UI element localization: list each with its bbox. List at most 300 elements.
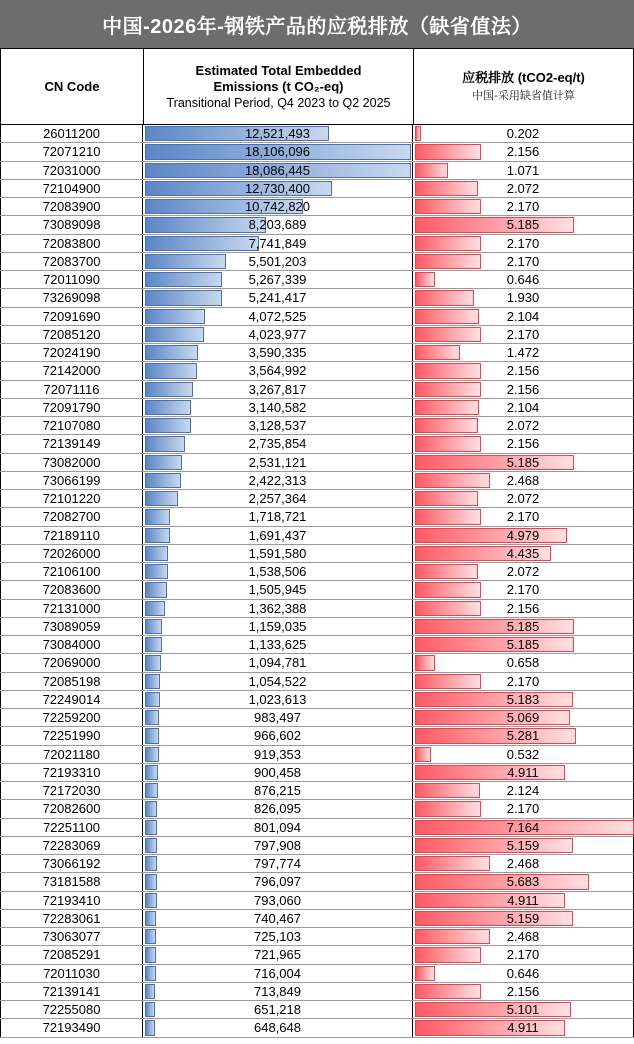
emissions-value: 793,060	[254, 892, 301, 908]
table-row	[0, 381, 634, 399]
header-cn-code	[0, 48, 143, 125]
taxable-value: 2.170	[506, 582, 540, 598]
taxable-cell	[413, 1019, 634, 1036]
emissions-value: 1,691,437	[248, 527, 307, 543]
taxable-cell	[413, 819, 634, 836]
data-table	[0, 125, 634, 1038]
taxable-value: 0.658	[506, 655, 540, 671]
taxable-cell	[413, 618, 634, 635]
table-row	[0, 727, 634, 745]
emissions-cell	[143, 563, 413, 580]
emissions-value: 900,458	[254, 764, 301, 780]
emissions-value: 1,362,388	[248, 600, 307, 616]
table-row	[0, 746, 634, 764]
taxable-cell	[413, 709, 634, 726]
taxable-cell	[413, 855, 634, 872]
taxable-cell	[413, 746, 634, 763]
taxable-value: 5.683	[506, 874, 540, 890]
cn-code-cell: 72069000	[0, 654, 143, 671]
emissions-value: 796,097	[254, 874, 301, 890]
cn-code-cell: 72193410	[0, 892, 143, 909]
cn-code-cell: 72083600	[0, 581, 143, 598]
header-taxable	[413, 48, 634, 125]
taxable-value: 1.930	[506, 290, 540, 306]
emissions-value: 725,103	[254, 929, 301, 944]
taxable-cell	[413, 837, 634, 854]
emissions-cell	[143, 782, 413, 799]
emissions-value: 7,741,849	[248, 235, 307, 251]
table-row	[0, 928, 634, 946]
cn-code-cell: 72251990	[0, 727, 143, 744]
emissions-cell	[143, 198, 413, 215]
taxable-value: 7.164	[506, 819, 540, 835]
cn-code-cell: 72085198	[0, 673, 143, 690]
taxable-value: 5.159	[506, 837, 540, 853]
emissions-value: 5,267,339	[248, 272, 307, 287]
taxable-cell	[413, 600, 634, 617]
taxable-cell	[413, 198, 634, 215]
header-emissions	[143, 48, 413, 125]
taxable-cell	[413, 162, 634, 179]
table-row	[0, 527, 634, 545]
taxable-cell	[413, 308, 634, 325]
emissions-value: 876,215	[254, 783, 301, 798]
table-row	[0, 417, 634, 435]
emissions-cell	[143, 727, 413, 744]
taxable-cell	[413, 125, 634, 142]
taxable-cell	[413, 399, 634, 416]
taxable-value: 2.170	[506, 509, 540, 525]
table-row	[0, 910, 634, 928]
taxable-value: 2.170	[506, 199, 540, 214]
emissions-value: 648,648	[254, 1020, 301, 1036]
cn-code-cell: 72026000	[0, 545, 143, 562]
table-row	[0, 198, 634, 216]
taxable-value: 2.468	[506, 472, 540, 488]
cn-code-cell: 73089098	[0, 216, 143, 233]
cn-code-cell: 72251100	[0, 819, 143, 836]
emissions-cell	[143, 362, 413, 379]
emissions-value: 966,602	[254, 728, 301, 744]
taxable-cell	[413, 782, 634, 799]
taxable-value: 2.072	[506, 418, 540, 433]
emissions-cell	[143, 289, 413, 306]
taxable-value: 5.185	[506, 454, 540, 470]
emissions-value: 721,965	[254, 947, 301, 963]
taxable-value: 4.435	[506, 545, 540, 561]
cn-code-cell: 72082700	[0, 508, 143, 525]
emissions-value: 1,591,580	[248, 545, 307, 561]
emissions-value: 651,218	[254, 1002, 301, 1017]
emissions-value: 5,241,417	[248, 290, 307, 306]
cn-code-cell: 72193310	[0, 764, 143, 781]
taxable-cell	[413, 472, 634, 489]
cn-code-cell: 72083800	[0, 235, 143, 252]
table-row	[0, 709, 634, 727]
taxable-value: 2.156	[506, 363, 540, 379]
table-row	[0, 600, 634, 618]
table-row	[0, 782, 634, 800]
table-row	[0, 636, 634, 654]
cn-code-cell: 73082000	[0, 454, 143, 471]
emissions-cell	[143, 873, 413, 890]
emissions-cell	[143, 837, 413, 854]
header-cn-code-label: CN Code	[44, 79, 100, 94]
cn-code-cell: 73089059	[0, 618, 143, 635]
emissions-value: 983,497	[254, 710, 301, 725]
cn-code-cell: 72082600	[0, 800, 143, 817]
emissions-value: 2,257,364	[248, 491, 307, 506]
taxable-value: 2.170	[506, 947, 540, 963]
taxable-cell	[413, 965, 634, 982]
emissions-value: 2,735,854	[248, 436, 307, 452]
emissions-cell	[143, 800, 413, 817]
table-row	[0, 855, 634, 873]
header-emissions-line1: Estimated Total Embedded	[195, 62, 362, 78]
taxable-value: 4.911	[507, 764, 539, 780]
table-row	[0, 344, 634, 362]
taxable-cell	[413, 673, 634, 690]
table-row	[0, 472, 634, 490]
table-row	[0, 253, 634, 271]
emissions-value: 5,501,203	[248, 253, 307, 269]
emissions-cell	[143, 162, 413, 179]
emissions-value: 12,730,400	[244, 180, 311, 196]
cn-code-cell: 72139149	[0, 435, 143, 452]
taxable-value: 2.170	[506, 673, 540, 689]
taxable-value: 2.170	[506, 326, 540, 342]
table-row	[0, 673, 634, 691]
table-row	[0, 892, 634, 910]
emissions-cell	[143, 709, 413, 726]
table-row	[0, 946, 634, 964]
cn-code-cell: 72189110	[0, 527, 143, 544]
table-row	[0, 764, 634, 782]
taxable-value: 5.185	[506, 637, 540, 652]
emissions-value: 713,849	[254, 983, 301, 999]
taxable-value: 4.911	[507, 1020, 539, 1036]
table-row	[0, 837, 634, 855]
taxable-value: 2.156	[506, 381, 540, 397]
cn-code-cell: 72131000	[0, 600, 143, 617]
table-row	[0, 162, 634, 180]
taxable-value: 2.156	[506, 436, 540, 452]
table-row	[0, 490, 634, 508]
page-title: 中国-2026年-钢铁产品的应税排放（缺省值法）	[0, 0, 634, 48]
cn-code-cell: 72071210	[0, 143, 143, 160]
table-row	[0, 216, 634, 234]
header-emissions-period: Transitional Period, Q4 2023 to Q2 2025	[166, 95, 391, 110]
emissions-cell	[143, 910, 413, 927]
taxable-value: 2.468	[506, 856, 540, 871]
emissions-value: 4,023,977	[248, 326, 307, 342]
cn-code-cell: 72091690	[0, 308, 143, 325]
cn-code-cell: 72106100	[0, 563, 143, 580]
emissions-cell	[143, 472, 413, 489]
taxable-value: 5.069	[506, 710, 540, 725]
taxable-value: 2.072	[506, 180, 540, 196]
emissions-cell	[143, 636, 413, 653]
emissions-cell	[143, 508, 413, 525]
taxable-cell	[413, 581, 634, 598]
taxable-value: 4.979	[506, 527, 540, 543]
emissions-value: 1,023,613	[248, 691, 307, 707]
emissions-cell	[143, 892, 413, 909]
cn-code-cell: 72139141	[0, 983, 143, 1000]
taxable-cell	[413, 362, 634, 379]
table-row	[0, 308, 634, 326]
table-row	[0, 563, 634, 581]
emissions-cell	[143, 216, 413, 233]
emissions-value: 3,140,582	[248, 399, 307, 415]
emissions-value: 1,159,035	[248, 618, 307, 634]
emissions-value: 716,004	[254, 965, 301, 981]
taxable-cell	[413, 654, 634, 671]
taxable-value: 5.101	[506, 1002, 540, 1017]
emissions-value: 3,128,537	[248, 418, 307, 433]
taxable-value: 2.072	[506, 491, 540, 506]
taxable-cell	[413, 271, 634, 288]
cn-code-cell: 72101220	[0, 490, 143, 507]
cn-code-cell: 72083700	[0, 253, 143, 270]
taxable-value: 2.124	[506, 783, 540, 798]
table-row	[0, 326, 634, 344]
emissions-cell	[143, 490, 413, 507]
header-taxable-title: 应税排放 (tCO2-eq/t)	[462, 69, 585, 85]
cn-code-cell: 72255080	[0, 1001, 143, 1018]
cn-code-cell: 72249014	[0, 691, 143, 708]
cn-code-cell: 72021180	[0, 746, 143, 763]
emissions-cell	[143, 235, 413, 252]
emissions-cell	[143, 545, 413, 562]
taxable-cell	[413, 527, 634, 544]
emissions-cell	[143, 326, 413, 343]
emissions-cell	[143, 654, 413, 671]
emissions-cell	[143, 965, 413, 982]
taxable-value: 2.170	[506, 235, 540, 251]
emissions-cell	[143, 764, 413, 781]
emissions-value: 740,467	[254, 910, 301, 926]
cn-code-cell: 72172030	[0, 782, 143, 799]
taxable-cell	[413, 545, 634, 562]
cn-code-cell: 73181588	[0, 873, 143, 890]
taxable-cell	[413, 691, 634, 708]
emissions-cell	[143, 618, 413, 635]
emissions-value: 826,095	[254, 801, 301, 817]
taxable-cell	[413, 143, 634, 160]
taxable-value: 0.646	[506, 965, 540, 981]
taxable-cell	[413, 454, 634, 471]
emissions-value: 1,133,625	[248, 637, 307, 652]
taxable-cell	[413, 636, 634, 653]
taxable-value: 2.104	[506, 399, 540, 415]
table-row	[0, 965, 634, 983]
emissions-value: 12,521,493	[244, 126, 311, 141]
emissions-value: 18,106,096	[244, 144, 311, 160]
table-row	[0, 691, 634, 709]
cn-code-cell: 73066192	[0, 855, 143, 872]
table-row	[0, 1019, 634, 1037]
table-row	[0, 581, 634, 599]
emissions-cell	[143, 746, 413, 763]
cn-code-cell: 72071116	[0, 381, 143, 398]
taxable-value: 2.468	[506, 929, 540, 944]
emissions-cell	[143, 143, 413, 160]
cn-code-cell: 72104900	[0, 180, 143, 197]
taxable-cell	[413, 928, 634, 945]
emissions-value: 801,094	[254, 819, 301, 835]
emissions-cell	[143, 180, 413, 197]
emissions-value: 1,538,506	[248, 564, 307, 579]
cn-code-cell: 72142000	[0, 362, 143, 379]
table-row	[0, 654, 634, 672]
taxable-cell	[413, 235, 634, 252]
emissions-cell	[143, 928, 413, 945]
emissions-cell	[143, 253, 413, 270]
cn-code-cell: 72011030	[0, 965, 143, 982]
emissions-cell	[143, 435, 413, 452]
table-row	[0, 399, 634, 417]
taxable-value: 2.170	[506, 801, 540, 817]
taxable-value: 0.646	[506, 272, 540, 287]
emissions-cell	[143, 946, 413, 963]
cn-code-cell: 26011200	[0, 125, 143, 142]
emissions-cell	[143, 673, 413, 690]
emissions-value: 3,590,335	[248, 345, 307, 360]
taxable-cell	[413, 289, 634, 306]
emissions-cell	[143, 1019, 413, 1036]
taxable-cell	[413, 435, 634, 452]
emissions-cell	[143, 691, 413, 708]
taxable-value: 2.156	[506, 600, 540, 616]
emissions-value: 1,094,781	[248, 655, 307, 671]
table-row	[0, 435, 634, 453]
taxable-value: 2.104	[506, 308, 540, 324]
taxable-value: 1.071	[506, 162, 540, 178]
taxable-cell	[413, 508, 634, 525]
cn-code-cell: 72107080	[0, 417, 143, 434]
taxable-cell	[413, 910, 634, 927]
taxable-value: 1.472	[506, 345, 540, 360]
emissions-cell	[143, 983, 413, 1000]
emissions-cell	[143, 308, 413, 325]
emissions-value: 797,774	[254, 856, 301, 871]
table-row	[0, 362, 634, 380]
emissions-value: 1,054,522	[248, 673, 307, 689]
taxable-cell	[413, 873, 634, 890]
table-row	[0, 800, 634, 818]
header-taxable-sub: 中国-采用缺省值计算	[472, 89, 575, 102]
table-row	[0, 271, 634, 289]
cn-code-cell: 73084000	[0, 636, 143, 653]
taxable-cell	[413, 326, 634, 343]
cn-code-cell: 72193490	[0, 1019, 143, 1036]
cn-code-cell: 72024190	[0, 344, 143, 361]
taxable-value: 0.202	[506, 126, 540, 141]
emissions-cell	[143, 855, 413, 872]
taxable-value: 5.159	[506, 910, 540, 926]
cn-code-cell: 72031000	[0, 162, 143, 179]
taxable-value: 2.156	[506, 983, 540, 999]
emissions-value: 3,564,992	[248, 363, 307, 379]
taxable-cell	[413, 344, 634, 361]
taxable-value: 2.072	[506, 564, 540, 579]
table-row	[0, 1001, 634, 1019]
emissions-cell	[143, 381, 413, 398]
cn-code-cell: 72259200	[0, 709, 143, 726]
emissions-value: 3,267,817	[248, 381, 307, 397]
table-row	[0, 508, 634, 526]
cn-code-cell: 72085291	[0, 946, 143, 963]
table-row	[0, 125, 634, 143]
taxable-value: 5.185	[506, 618, 540, 634]
taxable-cell	[413, 417, 634, 434]
taxable-cell	[413, 563, 634, 580]
taxable-value: 2.170	[506, 253, 540, 269]
taxable-value: 5.281	[506, 728, 540, 744]
emissions-value: 1,718,721	[248, 509, 307, 525]
cn-code-cell: 72283061	[0, 910, 143, 927]
emissions-value: 18,086,445	[244, 162, 311, 178]
table-row	[0, 545, 634, 563]
table-row	[0, 618, 634, 636]
taxable-value: 0.532	[506, 746, 540, 762]
emissions-cell	[143, 271, 413, 288]
emissions-value: 4,072,525	[248, 308, 307, 324]
emissions-value: 8,203,689	[248, 217, 307, 233]
table-row	[0, 143, 634, 161]
table-row	[0, 983, 634, 1001]
emissions-cell	[143, 527, 413, 544]
taxable-value: 5.183	[506, 691, 540, 707]
taxable-cell	[413, 490, 634, 507]
emissions-value: 10,742,820	[244, 199, 311, 214]
taxable-value: 2.156	[506, 144, 540, 160]
emissions-cell	[143, 125, 413, 142]
taxable-cell	[413, 800, 634, 817]
emissions-cell	[143, 819, 413, 836]
emissions-value: 2,531,121	[248, 454, 307, 470]
table-row	[0, 454, 634, 472]
emissions-cell	[143, 1001, 413, 1018]
taxable-cell	[413, 381, 634, 398]
emissions-value: 797,908	[254, 837, 301, 853]
taxable-cell	[413, 180, 634, 197]
cn-code-cell: 72091790	[0, 399, 143, 416]
table-row	[0, 289, 634, 307]
taxable-cell	[413, 727, 634, 744]
taxable-value: 5.185	[506, 217, 540, 233]
emissions-value: 1,505,945	[248, 582, 307, 598]
cn-code-cell: 73063077	[0, 928, 143, 945]
header-emissions-line2: Emissions (t CO₂-eq)	[213, 78, 344, 94]
cn-code-cell: 73066199	[0, 472, 143, 489]
taxable-cell	[413, 946, 634, 963]
emissions-value: 919,353	[254, 746, 301, 762]
cn-code-cell: 72011090	[0, 271, 143, 288]
table-row	[0, 180, 634, 198]
taxable-cell	[413, 892, 634, 909]
taxable-cell	[413, 1001, 634, 1018]
cn-code-cell: 72085120	[0, 326, 143, 343]
emissions-value: 2,422,313	[248, 472, 307, 488]
emissions-cell	[143, 454, 413, 471]
taxable-cell	[413, 983, 634, 1000]
emissions-cell	[143, 344, 413, 361]
taxable-value: 4.911	[507, 892, 539, 908]
table-row	[0, 235, 634, 253]
cn-code-cell: 72083900	[0, 198, 143, 215]
